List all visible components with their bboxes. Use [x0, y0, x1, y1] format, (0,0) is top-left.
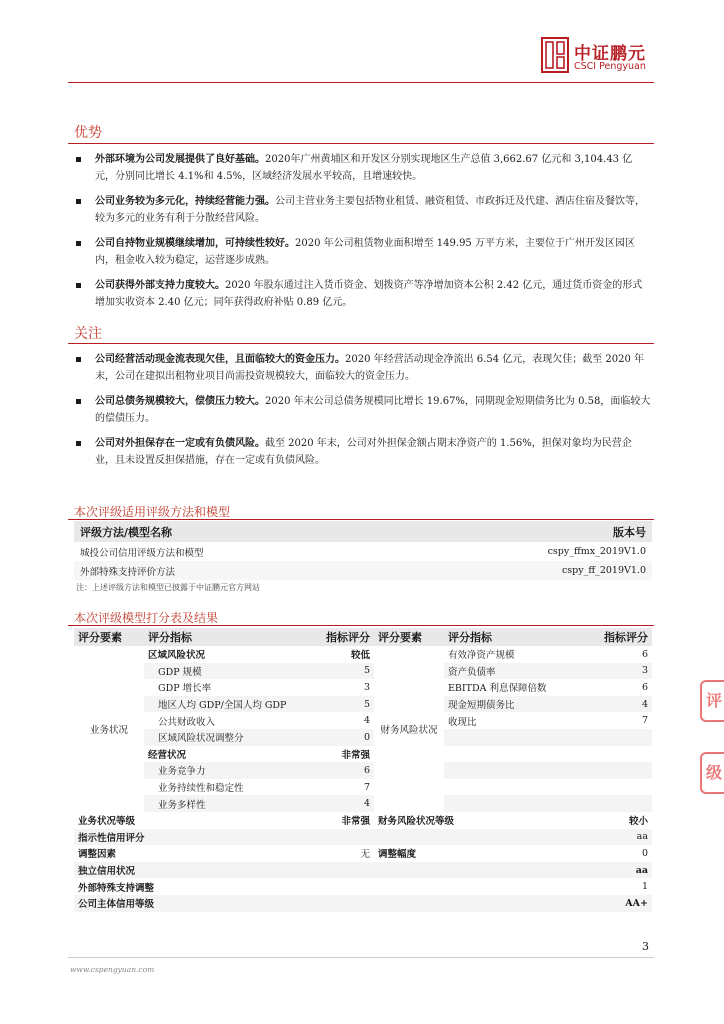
empty-cell — [584, 746, 652, 763]
scores-title: 本次评级模型打分表及结果 — [74, 611, 219, 625]
table-row — [74, 679, 652, 696]
table-row — [74, 663, 652, 680]
footer-url: www.cspengyuan.com — [70, 965, 155, 974]
item-text: 2020 年经营活动现金净流出 6.54 亿元，表现欠佳；截至 2020 年末，公司在建拟出租物业项目尚需投资规模较大，面临较大的资金压力。 — [95, 354, 645, 382]
summary-label: 财务风险状况等级 — [378, 816, 455, 828]
empty-cell — [444, 729, 584, 746]
score-value: 3 — [363, 681, 370, 693]
score-indicator: EBITDA 利息保障倍数 — [448, 683, 547, 695]
summary-label: 外部特殊支持调整 — [78, 882, 155, 894]
methods-title: 本次评级适用评级方法和模型 — [74, 505, 231, 519]
empty-cell — [444, 795, 584, 812]
summary-label: 调整幅度 — [378, 849, 417, 861]
score-value: 6 — [641, 648, 648, 660]
score-indicator: 区域风险状况调整分 — [144, 729, 304, 746]
item-lead: 公司获得外部支持力度较大。 — [95, 280, 225, 291]
list-item — [76, 277, 651, 311]
summary-value: 较小 — [628, 816, 648, 828]
summary-value: 0 — [641, 847, 648, 859]
score-value: 较低 — [350, 650, 370, 662]
item-text: 截至 2020 年末，公司对外担保金额占期末净资产的 1.56%，担保对象均为民营企业，且未设置反担保措施，存在一定或有负债风险。 — [95, 438, 632, 466]
bullet-square-icon — [76, 283, 81, 288]
table-row — [74, 845, 652, 862]
concerns-title: 关注 — [74, 326, 102, 342]
item-text: 2020 年股东通过注入货币资金、划拨资产等净增加资本公积 2.42 亿元，通过货币资金的形式增加实收资本 2.40 亿元；同年获得政府补贴 0.89 亿元。 — [95, 280, 643, 308]
concerns-rule — [68, 343, 654, 344]
item-lead: 外部环境为公司发展提供了良好基础。 — [95, 154, 265, 165]
summary-label: 公司主体信用等级 — [74, 895, 584, 912]
empty-cell — [584, 762, 652, 779]
methods-rule — [68, 519, 654, 520]
score-value: 0 — [304, 729, 374, 746]
bullet-square-icon — [76, 157, 81, 162]
summary-value: 非常强 — [341, 816, 370, 828]
item-text: 公司主营业务主要包括物业租赁、融资租赁、市政拆迁及代建、酒店住宿及餐饮等，较为多元的业务有利于分散经营风险。 — [95, 196, 645, 224]
score-value: 7 — [641, 715, 648, 727]
method-name: 城投公司信用评级方法和模型 — [80, 547, 204, 559]
table-row — [74, 862, 652, 879]
score-value: 3 — [584, 663, 652, 680]
empty-cell — [584, 729, 652, 746]
score-value: 6 — [641, 681, 648, 693]
summary-value: 1 — [641, 881, 648, 893]
table-row — [74, 895, 652, 912]
empty-cell — [584, 779, 652, 796]
methods-col-version: 版本号 — [393, 521, 653, 542]
list-item — [76, 351, 651, 385]
item-text: 2020 年公司租赁物业面积增至 149.95 万平方米，主要位于广州开发区园区内，租金收入较为稳定，运营逐步成熟。 — [95, 238, 635, 266]
method-version: cspy_ff_2019V1.0 — [393, 561, 653, 580]
score-indicator: 区域风险状况 — [148, 650, 206, 662]
score-indicator: 地区人均 GDP/全国人均 GDP — [144, 696, 304, 713]
table-row — [74, 779, 652, 796]
summary-value: 无 — [360, 849, 370, 861]
score-value: 6 — [304, 762, 374, 779]
table-row — [74, 829, 652, 846]
score-indicator: 收现比 — [448, 716, 477, 728]
methods-header-row — [74, 521, 652, 542]
footer-rule — [68, 957, 654, 958]
score-header-cell: 评分要素 — [374, 628, 444, 646]
fin-group-cell: 财务风险状况 — [380, 724, 438, 736]
table-row — [74, 646, 652, 663]
table-row — [74, 561, 652, 580]
list-item — [76, 393, 651, 427]
score-indicator: 经营状况 — [148, 749, 187, 761]
item-text: 2020 年末公司总债务规模同比增长 19.67%，同期现金短期债务比为 0.58，面临较大的偿债压力。 — [95, 396, 651, 424]
bullet-square-icon — [76, 241, 81, 246]
table-row — [74, 795, 652, 812]
header-rule — [68, 82, 654, 83]
list-item — [76, 435, 651, 469]
summary-value: aa — [584, 829, 652, 846]
summary-label: 调整因素 — [78, 849, 117, 861]
empty-cell — [444, 779, 584, 796]
scores-rule — [68, 625, 654, 626]
concerns-list — [76, 351, 651, 477]
bullet-square-icon — [76, 441, 81, 446]
item-lead: 公司业务较为多元化，持续经营能力强。 — [95, 196, 275, 207]
item-lead: 公司总债务规模较大，偿债压力较大。 — [95, 396, 265, 407]
table-row — [74, 542, 652, 561]
biz-group-cell: 业务状况 — [89, 724, 128, 736]
score-header-cell: 评分要素 — [74, 628, 144, 646]
item-text: 2020年广州黄埔区和开发区分别实现地区生产总值 3,662.67 亿元和 3,104.43 亿元，分别同比增长 4.1%和 4.5%，区域经济发展水平较高，且增速较快。 — [95, 154, 633, 182]
logo-text-en: CSCI Pengyuan — [574, 61, 646, 72]
table-row — [74, 812, 652, 829]
score-header-cell: 评分指标 — [444, 628, 584, 646]
logo-text-cn: 中证鹏元 — [574, 44, 646, 64]
score-value: 5 — [304, 663, 374, 680]
summary-label: 独立信用状况 — [74, 862, 584, 879]
score-indicator: GDP 增长率 — [158, 683, 212, 695]
item-lead: 公司对外担保存在一定或有负债风险。 — [95, 438, 265, 449]
empty-cell — [444, 746, 584, 763]
advantages-rule — [68, 143, 654, 144]
list-item — [76, 235, 651, 269]
methods-table — [74, 521, 652, 580]
score-indicator: 业务多样性 — [144, 795, 304, 812]
score-value: 5 — [304, 696, 374, 713]
item-lead: 公司自持物业规模继续增加，可持续性较好。 — [95, 238, 295, 249]
score-indicator: 业务竞争力 — [144, 762, 304, 779]
advantages-list — [76, 151, 651, 319]
score-header-cell: 指标评分 — [584, 628, 652, 646]
summary-label: 业务状况等级 — [78, 816, 136, 828]
advantages-title: 优势 — [74, 125, 102, 141]
table-row — [74, 746, 652, 763]
bullet-square-icon — [76, 357, 81, 362]
table-row — [74, 762, 652, 779]
score-value: 7 — [363, 781, 370, 793]
page-number: 3 — [642, 940, 649, 953]
methods-col-name: 评级方法/模型名称 — [74, 521, 393, 542]
list-item — [76, 151, 651, 185]
score-header-row — [74, 628, 652, 646]
methods-note: 注：上述评级方法和模型已披露于中证鹏元官方网站 — [76, 583, 260, 592]
score-value: 4 — [304, 795, 374, 812]
score-indicator: 有效净资产规模 — [448, 650, 515, 662]
score-value: 非常强 — [341, 749, 370, 761]
seal-stamp-bottom: 级 — [700, 752, 724, 794]
empty-cell — [444, 762, 584, 779]
score-value: 4 — [584, 696, 652, 713]
score-table — [74, 628, 652, 912]
empty-cell — [584, 795, 652, 812]
bullet-square-icon — [76, 199, 81, 204]
table-row — [74, 712, 652, 729]
table-row — [74, 878, 652, 895]
final-rating-value: AA+ — [584, 895, 652, 912]
method-version: cspy_ffmx_2019V1.0 — [547, 546, 646, 557]
list-item — [76, 193, 651, 227]
score-indicator: 资产负债率 — [444, 663, 584, 680]
score-indicator: 业务持续性和稳定性 — [158, 783, 244, 795]
summary-value: aa — [584, 862, 652, 879]
score-header-cell: 指标评分 — [304, 628, 374, 646]
table-row — [74, 696, 652, 713]
seal-stamp-top: 评 — [700, 680, 724, 722]
bullet-square-icon — [76, 399, 81, 404]
score-indicator: 公共财政收入 — [158, 716, 216, 728]
score-header-cell: 评分指标 — [144, 628, 304, 646]
company-logo — [541, 37, 651, 77]
summary-label: 指示性信用评分 — [74, 829, 584, 846]
score-indicator: GDP 规模 — [144, 663, 304, 680]
logo-mark-icon — [541, 37, 569, 73]
table-row — [74, 729, 652, 746]
method-name: 外部特殊支持评价方法 — [74, 561, 393, 580]
item-lead: 公司经营活动现金流表现欠佳，且面临较大的资金压力。 — [95, 354, 345, 365]
score-indicator: 现金短期债务比 — [444, 696, 584, 713]
score-value: 4 — [363, 715, 370, 727]
